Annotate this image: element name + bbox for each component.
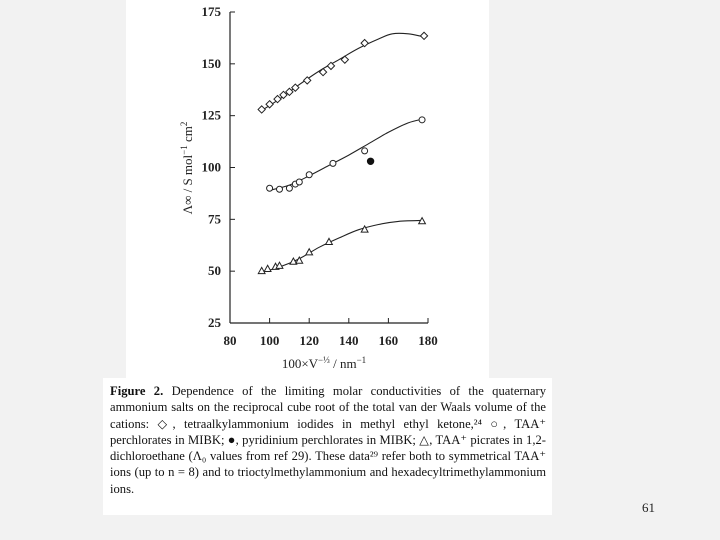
figure-caption <box>103 378 552 515</box>
x-tick-label: 120 <box>299 333 319 348</box>
x-tick-label: 100 <box>259 333 280 348</box>
conductivity-chart <box>126 0 489 378</box>
x-tick-label: 80 <box>223 333 237 348</box>
data-point-circle-filled <box>367 158 373 164</box>
figure-panel <box>126 0 489 378</box>
data-point-circle-open <box>277 186 283 192</box>
fit-curve-triangle <box>262 220 424 272</box>
y-tick-label: 125 <box>201 107 221 123</box>
x-tick-label: 180 <box>418 333 438 348</box>
y-tick-label: 50 <box>208 263 221 279</box>
data-point-diamond <box>258 106 265 113</box>
caption-label: Figure 2. <box>110 384 164 398</box>
page-number: 61 <box>642 500 655 515</box>
data-point-diamond <box>361 40 368 47</box>
y-tick-label: 25 <box>208 315 221 330</box>
caption-text <box>110 383 546 497</box>
x-tick-label: 140 <box>339 333 359 348</box>
data-point-circle-open <box>267 185 273 191</box>
data-point-circle-open <box>296 179 302 185</box>
data-point-diamond <box>327 62 334 69</box>
x-tick-label: 160 <box>378 333 399 348</box>
data-point-circle-open <box>330 160 336 166</box>
data-point-circle-open <box>286 185 292 191</box>
data-point-diamond <box>420 32 427 39</box>
data-point-triangle <box>258 267 265 273</box>
fit-curve-diamond <box>262 33 424 110</box>
caption-body: Dependence of the limiting molar conductivities of the quaternary ammonium salts on the reciprocal cube root of the total van der Waals volume of the cations: ◇, tetraalkylammonium iodides in methyl ethyl ketone,²⁴ ○, TAA⁺ perchlorates in MIBK; ●, pyridinium perchlorates in MIBK; △, TAA⁺ picrates in 1,2-dichloroethane (Λ₀ values from ref 29). These data²⁹ refer both to symmetrical TAA⁺ ions (up to n = 8) and to trioctylmethylammonium and hexadecyltrimethylammonium ions. <box>110 384 546 496</box>
x-axis-title: $100\times V^{-\frac{1}{3}} / nm^{-1}$ <box>281 355 367 371</box>
fit-curve-circle-open <box>270 119 424 191</box>
y-tick-label: 150 <box>201 55 221 71</box>
y-tick-label: 100 <box>201 159 221 175</box>
data-point-circle-open <box>306 172 312 178</box>
y-tick-label: 175 <box>201 4 221 19</box>
y-axis-title: Λ∞ / S mol$^{-1}$ $cm^2$ <box>179 121 195 215</box>
data-point-circle-open <box>362 148 368 154</box>
data-point-circle-open <box>419 117 425 123</box>
data-point-triangle <box>264 265 271 271</box>
y-tick-label: 75 <box>208 211 221 227</box>
